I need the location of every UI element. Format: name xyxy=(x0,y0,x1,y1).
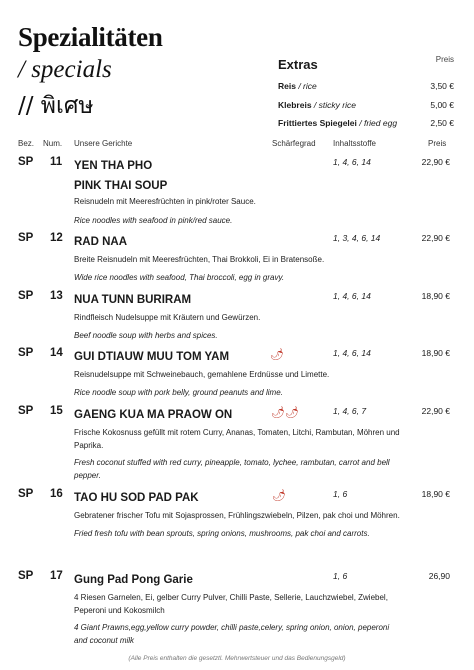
item-prefix: SP xyxy=(18,232,34,244)
page-subtitle: / specials xyxy=(18,56,112,83)
extras-row xyxy=(278,96,454,115)
column-ingredients: Inhaltsstoffe xyxy=(333,139,376,148)
item-allergens: 1, 3, 4, 6, 14 xyxy=(333,233,381,243)
column-dishes: Unsere Gerichte xyxy=(74,139,133,148)
extras-item-translation: / rice xyxy=(295,81,317,91)
extras-item-price: 2,50 € xyxy=(430,118,454,128)
item-name: GUI DTIAUW MUU TOM YAM xyxy=(74,351,230,363)
extras-item-price: 5,00 € xyxy=(430,99,454,110)
item-description-de: Reisnudelsuppe mit Schweinebauch, gemahlene Erdnüsse und Limette. xyxy=(74,370,330,379)
column-header xyxy=(0,139,474,153)
item-allergens: 1, 6 xyxy=(333,571,348,581)
extras-item-name: Klebreis xyxy=(278,99,312,110)
item-prefix: SP xyxy=(18,405,34,417)
item-price: 18,90 € xyxy=(421,291,450,301)
item-name: GAENG KUA MA PRAOW ON xyxy=(74,409,233,421)
item-price: 18,90 € xyxy=(421,489,450,499)
item-allergens: 1, 4, 6, 7 xyxy=(333,406,367,416)
item-number: 13 xyxy=(50,290,63,302)
extras-item-name: Frittiertes Spiegelei xyxy=(278,118,357,128)
item-name: NUA TUNN BURIRAM xyxy=(74,294,192,306)
item-description-de: Rindfleisch Nudelsuppe mit Kräutern und Gewürzen. xyxy=(74,313,261,322)
extras-row xyxy=(278,77,454,96)
item-price: 18,90 € xyxy=(421,348,450,358)
item-description-en: Rice noodle soup with pork belly, ground peanuts and lime. xyxy=(74,387,283,397)
item-number: 14 xyxy=(50,347,63,359)
item-price: 26,90 xyxy=(428,571,450,581)
item-description-de: Frische Kokosnuss gefüllt mit rotem Curry, Ananas, Tomaten, Litchi, Rambutan, Möhren und Paprika. xyxy=(74,428,400,450)
item-name: YEN THA PHO xyxy=(74,160,153,172)
page-title: Spezialitäten xyxy=(18,22,163,52)
extras-title: Extras xyxy=(278,57,318,72)
extras-item-price: 3,50 € xyxy=(430,81,454,91)
item-description-en: Beef noodle soup with herbs and spices. xyxy=(74,330,218,340)
item-name-secondary: PINK THAI SOUP xyxy=(74,180,168,192)
item-name: RAD NAA xyxy=(74,236,128,248)
item-description-en: Fried fresh tofu with bean sprouts, spring onions, mushrooms, pak choi and carrots. xyxy=(74,528,370,538)
chili-icon: 🌶 xyxy=(270,349,284,361)
item-allergens: 1, 4, 6, 14 xyxy=(333,157,371,167)
item-description-en: Fresh coconut stuffed with red curry, pineapple, tomato, lychee, rambutan, carrot and bell pepper. xyxy=(74,458,390,480)
column-num: Num. xyxy=(43,139,63,148)
item-number: 15 xyxy=(50,405,63,417)
item-prefix: SP xyxy=(18,290,34,302)
item-number: 16 xyxy=(50,488,63,500)
item-price: 22,90 € xyxy=(421,233,450,243)
item-number: 11 xyxy=(50,156,63,168)
item-prefix: SP xyxy=(18,570,34,582)
item-price: 22,90 € xyxy=(421,406,450,416)
column-bez: Bez. xyxy=(18,139,35,148)
extras-item-translation: / sticky rice xyxy=(311,99,356,110)
extras-price-header: Preis xyxy=(435,55,454,64)
column-spice: Schärfegrad xyxy=(272,139,316,148)
chili-icon: 🌶🌶 xyxy=(271,407,299,419)
extras-item-translation: / fried egg xyxy=(356,118,398,128)
column-price: Preis xyxy=(428,139,447,148)
item-description-en: Rice noodles with seafood in pink/red sauce. xyxy=(74,215,233,225)
item-number: 17 xyxy=(50,570,63,582)
item-description-en: 4 Giant Prawns,egg,yellow curry powder, chilli paste,celery, spring onion, onion, peperoni and coconut milk xyxy=(74,623,390,645)
item-name: Gung Pad Pong Garie xyxy=(74,574,193,586)
extras-box xyxy=(278,55,454,133)
item-description-de: Gebratener frischer Tofu mit Sojasprossen, Frühlingszwiebeln, Pilzen, pak choi und Möhren. xyxy=(74,511,400,520)
extras-row xyxy=(278,114,454,133)
item-prefix: SP xyxy=(18,347,34,359)
item-number: 12 xyxy=(50,232,63,244)
item-name: TAO HU SOD PAD PAK xyxy=(74,492,199,504)
item-prefix: SP xyxy=(18,488,34,500)
item-description-en: Wide rice noodles with seafood, Thai broccoli, egg in gravy. xyxy=(74,272,285,282)
item-description-de: Reisnudeln mit Meeresfrüchten in pink/roter Sauce. xyxy=(74,197,256,206)
item-price: 22,90 € xyxy=(421,157,450,167)
item-description-de: 4 Riesen Garnelen, Ei, gelber Curry Pulver, Chilli Paste, Sellerie, Lauchzwiebel, Zwiebel, Peperoni und Kokosmilch xyxy=(74,593,388,615)
item-allergens: 1, 4, 6, 14 xyxy=(333,291,371,301)
chili-icon: 🌶 xyxy=(272,490,286,502)
item-description-de: Breite Reisnudeln mit Meeresfrüchten, Thai Brokkoli, Ei in Bratensoße. xyxy=(74,255,325,264)
item-allergens: 1, 6 xyxy=(333,489,348,499)
page-thai-title: // พิเศษ xyxy=(18,93,94,119)
item-prefix: SP xyxy=(18,156,34,168)
extras-item-name: Reis xyxy=(278,81,296,91)
item-allergens: 1, 4, 6, 14 xyxy=(333,348,371,358)
footnote: (Alle Preis enthalten die gesetztl. Mehrwertsteuer und das Bedienungsgeld) xyxy=(128,655,346,662)
